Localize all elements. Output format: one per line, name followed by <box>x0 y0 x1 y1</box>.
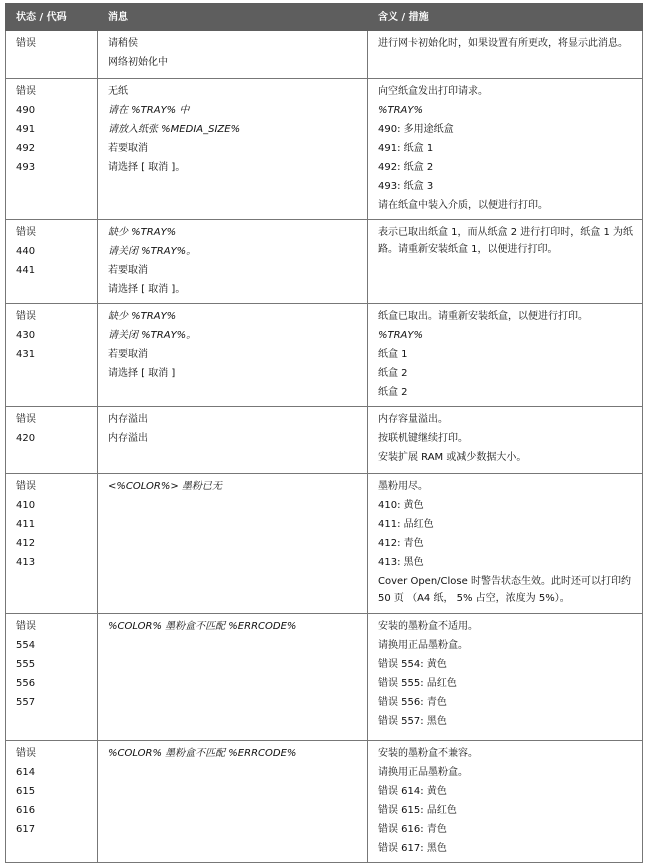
message-line: 请选择 [ 取消 ]。 <box>108 162 186 173</box>
message-cell <box>98 79 368 220</box>
meaning-line: 纸盒 2 <box>378 368 408 379</box>
error-code-table <box>5 3 643 863</box>
meaning-line: 错误 554: 黄色 <box>378 659 447 670</box>
status-line: 420 <box>16 433 36 444</box>
meaning-line: 413: 黑色 <box>378 557 424 568</box>
meaning-line: 请在纸盒中装入介质，以便进行打印。 <box>378 200 548 211</box>
table-row <box>6 741 643 863</box>
meaning-line: 错误 614: 黄色 <box>378 786 447 797</box>
meaning-line: 错误 617: 黑色 <box>378 843 447 854</box>
message-cell <box>98 31 368 79</box>
table-row <box>6 407 643 474</box>
table-row <box>6 220 643 304</box>
status-cell <box>6 79 98 220</box>
meaning-cell <box>368 220 643 304</box>
status-line: 错误 <box>16 621 36 632</box>
status-line: 441 <box>16 265 36 276</box>
status-cell <box>6 304 98 407</box>
meaning-line: 表示已取出纸盒 1，而从纸盒 2 进行打印时，纸盒 1 为纸路。请重新安装纸盒 1，以便进行打印。 <box>378 227 633 255</box>
meaning-line: 410: 黄色 <box>378 500 424 511</box>
meaning-line: 请换用正品墨粉盒。 <box>378 767 468 778</box>
status-line: 493 <box>16 162 36 173</box>
status-line: 错误 <box>16 481 36 492</box>
message-line: 请关闭 %TRAY%。 <box>108 330 197 341</box>
meaning-line: 安装扩展 RAM 或减少数据大小。 <box>378 452 527 463</box>
status-cell <box>6 407 98 474</box>
status-line: 617 <box>16 824 36 835</box>
message-line: 若要取消 <box>108 265 148 276</box>
message-line: %COLOR% 墨粉盒不匹配 %ERRCODE% <box>108 748 297 759</box>
meaning-cell <box>368 614 643 741</box>
status-line: 491 <box>16 124 36 135</box>
status-line: 错误 <box>16 311 36 322</box>
message-line: 请稍侯 <box>108 38 138 49</box>
table-row <box>6 79 643 220</box>
message-line: 请选择 [ 取消 ]。 <box>108 284 186 295</box>
status-line: 412 <box>16 538 36 549</box>
message-line: 网络初始化中 <box>108 57 168 68</box>
status-line: 556 <box>16 678 36 689</box>
status-line: 555 <box>16 659 36 670</box>
status-line: 557 <box>16 697 36 708</box>
header-status-code: 状态 / 代码 <box>6 4 98 31</box>
meaning-line: 纸盒 1 <box>378 349 408 360</box>
meaning-line: Cover Open/Close 时警告状态生效。此时还可以打印约 50 页 （A4 纸， 5% 占空，浓度为 5%）。 <box>378 576 631 604</box>
status-line: 431 <box>16 349 36 360</box>
message-cell <box>98 304 368 407</box>
meaning-cell <box>368 304 643 407</box>
message-line: 无纸 <box>108 86 128 97</box>
message-line: 若要取消 <box>108 349 148 360</box>
meaning-cell <box>368 79 643 220</box>
table-row <box>6 304 643 407</box>
table-row <box>6 614 643 741</box>
status-line: 410 <box>16 500 36 511</box>
meaning-line: 492: 纸盒 2 <box>378 162 434 173</box>
status-line: 554 <box>16 640 36 651</box>
meaning-line: 411: 品红色 <box>378 519 434 530</box>
status-line: 错误 <box>16 38 36 49</box>
meaning-line: 进行网卡初始化时，如果设置有所更改，将显示此消息。 <box>378 38 628 49</box>
message-cell <box>98 741 368 863</box>
status-line: 614 <box>16 767 36 778</box>
meaning-line: 内存容量溢出。 <box>378 414 448 425</box>
status-line: 440 <box>16 246 36 257</box>
message-cell <box>98 220 368 304</box>
status-line: 413 <box>16 557 36 568</box>
meaning-line: 请换用正品墨粉盒。 <box>378 640 468 651</box>
meaning-line: 错误 555: 品红色 <box>378 678 457 689</box>
meaning-line: 491: 纸盒 1 <box>378 143 434 154</box>
message-line: 请放入纸张 %MEDIA_SIZE% <box>108 124 241 135</box>
message-cell <box>98 474 368 614</box>
header-meaning-action: 含义 / 措施 <box>368 4 643 31</box>
status-line: 616 <box>16 805 36 816</box>
status-line: 411 <box>16 519 36 530</box>
meaning-line: 安装的墨粉盒不适用。 <box>378 621 478 632</box>
message-line: <%COLOR%> 墨粉已无 <box>108 481 222 492</box>
status-cell <box>6 614 98 741</box>
meaning-line: %TRAY% <box>378 330 424 341</box>
table-header-row <box>6 4 643 31</box>
meaning-line: 错误 616: 青色 <box>378 824 447 835</box>
status-line: 错误 <box>16 86 36 97</box>
meaning-cell <box>368 474 643 614</box>
message-line: %COLOR% 墨粉盒不匹配 %ERRCODE% <box>108 621 297 632</box>
header-message: 消息 <box>98 4 368 31</box>
message-line: 若要取消 <box>108 143 148 154</box>
status-line: 错误 <box>16 748 36 759</box>
status-line: 错误 <box>16 414 36 425</box>
meaning-line: %TRAY% <box>378 105 424 116</box>
message-line: 请在 %TRAY% 中 <box>108 105 190 116</box>
status-line: 430 <box>16 330 36 341</box>
status-line: 错误 <box>16 227 36 238</box>
message-line: 请选择 [ 取消 ] <box>108 368 176 379</box>
message-line: 缺少 %TRAY% <box>108 311 177 322</box>
meaning-line: 493: 纸盒 3 <box>378 181 434 192</box>
meaning-line: 错误 557: 黑色 <box>378 716 447 727</box>
meaning-line: 错误 556: 青色 <box>378 697 447 708</box>
status-line: 490 <box>16 105 36 116</box>
table-row <box>6 474 643 614</box>
meaning-cell <box>368 31 643 79</box>
status-line: 492 <box>16 143 36 154</box>
meaning-line: 错误 615: 品红色 <box>378 805 457 816</box>
status-cell <box>6 31 98 79</box>
meaning-line: 纸盒 2 <box>378 387 408 398</box>
meaning-line: 安装的墨粉盒不兼容。 <box>378 748 478 759</box>
meaning-line: 墨粉用尽。 <box>378 481 428 492</box>
status-cell <box>6 741 98 863</box>
message-line: 内存溢出 <box>108 414 148 425</box>
status-line: 615 <box>16 786 36 797</box>
status-cell <box>6 474 98 614</box>
status-cell <box>6 220 98 304</box>
meaning-line: 向空纸盒发出打印请求。 <box>378 86 488 97</box>
meaning-line: 按联机键继续打印。 <box>378 433 468 444</box>
meaning-line: 490: 多用途纸盒 <box>378 124 454 135</box>
message-cell <box>98 614 368 741</box>
table-row <box>6 31 643 79</box>
message-line: 缺少 %TRAY% <box>108 227 177 238</box>
message-line: 请关闭 %TRAY%。 <box>108 246 197 257</box>
message-line: 内存溢出 <box>108 433 148 444</box>
meaning-cell <box>368 407 643 474</box>
message-cell <box>98 407 368 474</box>
meaning-line: 412: 青色 <box>378 538 424 549</box>
meaning-cell <box>368 741 643 863</box>
meaning-line: 纸盒已取出。请重新安装纸盒，以便进行打印。 <box>378 311 588 322</box>
